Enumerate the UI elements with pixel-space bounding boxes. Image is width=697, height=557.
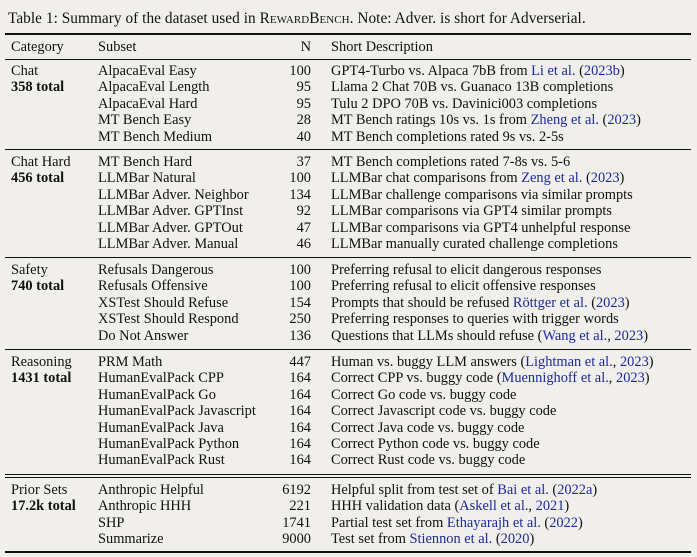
description-text: ( xyxy=(548,482,558,498)
group-rule xyxy=(5,149,691,150)
short-description xyxy=(331,278,596,295)
citation-link[interactable]: 2023 xyxy=(616,370,645,387)
citation-link[interactable]: Bai et al. xyxy=(497,482,549,498)
description-text: Preferring refusal to elicit dangerous responses xyxy=(331,262,602,278)
subset-name: LLMBar Natural xyxy=(98,170,196,187)
group-rule xyxy=(5,257,691,258)
short-description xyxy=(331,452,525,469)
description-text: LLMBar comparisons via GPT4 unhelpful response xyxy=(331,219,631,236)
description-text: ) xyxy=(592,482,598,498)
group-rule xyxy=(5,477,691,478)
short-description xyxy=(331,436,540,453)
description-text: Test set from xyxy=(331,531,410,548)
subset-count: 164 xyxy=(289,370,311,387)
subset-name: MT Bench Hard xyxy=(98,154,193,170)
subset-count: 447 xyxy=(289,354,311,370)
description-text: ) xyxy=(643,327,648,344)
description-text: Correct Go code vs. buggy code xyxy=(331,386,517,403)
description-text: Helpful split from test set of xyxy=(331,482,498,498)
description-text: Correct Python code vs. buggy code xyxy=(331,436,540,452)
short-description xyxy=(331,311,619,328)
citation-link[interactable]: 2023 xyxy=(607,112,637,129)
citation-link[interactable]: 2023b xyxy=(583,63,620,79)
subset-name: MT Bench Medium xyxy=(98,128,213,145)
subset-count: 100 xyxy=(289,278,311,295)
subset-name: AlpacaEval Hard xyxy=(98,95,198,112)
description-text: , xyxy=(612,354,620,370)
description-text: Tulu 2 DPO 70B vs. Davinici003 completions xyxy=(331,95,598,112)
header-category: Category xyxy=(11,39,64,55)
subset-count: 47 xyxy=(296,219,311,236)
description-text: LLMBar chat comparisons from xyxy=(331,170,522,187)
short-description xyxy=(331,370,650,387)
subset-count: 100 xyxy=(289,63,311,79)
description-text: Correct Rust code vs. buggy code xyxy=(331,452,526,469)
table-caption: Table 1: Summary of the dataset used in RewardBench. Note: Adver. is short for Adverserial. xyxy=(8,10,586,27)
citation-link[interactable]: Zheng et al. xyxy=(530,112,599,129)
citation-link[interactable]: Ethayarajh et al. xyxy=(446,514,541,531)
short-description xyxy=(331,220,630,237)
description-text: Preferring responses to queries with trigger words xyxy=(331,311,619,328)
citation-link[interactable]: 2023 xyxy=(590,170,620,187)
group-total: 17.2k total xyxy=(11,498,76,515)
description-text: ( xyxy=(540,514,550,531)
subset-name: Anthropic HHH xyxy=(98,498,192,515)
subset-count: 250 xyxy=(289,311,311,328)
short-description xyxy=(331,154,570,171)
group-total: 740 total xyxy=(11,278,65,295)
short-description xyxy=(331,112,641,129)
subset-count: 40 xyxy=(296,128,311,145)
description-text: MT Bench ratings 10s vs. 1s from xyxy=(331,112,531,129)
description-text: HHH validation data ( xyxy=(331,498,460,515)
subset-name: Refusals Dangerous xyxy=(98,262,214,278)
short-description xyxy=(331,420,524,437)
subset-name: XSTest Should Refuse xyxy=(98,294,229,311)
subset-count: 164 xyxy=(289,436,311,452)
citation-link[interactable]: Röttger et al. xyxy=(512,294,588,311)
description-text: Prompts that should be refused xyxy=(331,294,513,311)
short-description xyxy=(331,262,602,279)
citation-link[interactable]: 2021 xyxy=(535,498,565,515)
subset-count: 95 xyxy=(296,95,311,112)
description-text: ) xyxy=(619,63,625,79)
description-text: LLMBar challenge comparisons via similar prompts xyxy=(331,186,633,203)
subset-count: 92 xyxy=(296,203,311,220)
description-text: LLMBar comparisons via GPT4 similar prompts xyxy=(331,203,612,220)
short-description xyxy=(331,387,516,404)
subset-name: HumanEvalPack Rust xyxy=(98,452,225,469)
citation-link[interactable]: 2020 xyxy=(500,531,530,548)
short-description xyxy=(331,482,597,499)
subset-count: 100 xyxy=(289,170,311,187)
description-text: ) xyxy=(624,294,630,311)
citation-link[interactable]: 2023 xyxy=(595,294,625,311)
short-description xyxy=(331,498,569,515)
subset-name: Anthropic Helpful xyxy=(98,482,204,498)
description-text: Partial test set from xyxy=(331,514,447,531)
description-text: ( xyxy=(587,294,596,311)
citation-link[interactable]: Muennighoff et al. xyxy=(501,370,609,387)
header-subset: Subset xyxy=(98,39,137,55)
subset-count: 164 xyxy=(289,452,311,469)
subset-count: 164 xyxy=(289,386,311,403)
group-rule xyxy=(5,474,691,475)
header-rule xyxy=(5,59,691,60)
group-total: 1431 total xyxy=(11,370,72,387)
description-text: ) xyxy=(636,112,641,129)
group-category: Chat xyxy=(11,63,39,79)
description-text: MT Bench completions rated 7-8s vs. 5-6 xyxy=(331,154,571,170)
citation-link[interactable]: Zeng et al. xyxy=(521,170,583,187)
short-description xyxy=(331,63,625,80)
subset-name: HumanEvalPack Python xyxy=(98,436,240,452)
short-description xyxy=(331,328,648,345)
subset-name: HumanEvalPack CPP xyxy=(98,370,224,387)
short-description xyxy=(331,96,597,113)
description-text: ) xyxy=(529,531,535,548)
group-category: Reasoning xyxy=(11,354,72,370)
citation-link[interactable]: 2023 xyxy=(619,354,649,370)
short-description xyxy=(331,203,612,220)
subset-count: 1741 xyxy=(282,514,311,531)
description-text: ( xyxy=(598,112,608,129)
subset-count: 154 xyxy=(289,294,311,311)
subset-count: 95 xyxy=(296,79,311,96)
description-text: ) xyxy=(564,498,570,515)
short-description xyxy=(331,515,583,532)
header-n: N xyxy=(300,39,311,55)
subset-name: AlpacaEval Length xyxy=(98,79,210,96)
subset-count: 46 xyxy=(296,236,311,252)
short-description xyxy=(331,531,534,548)
subset-name: SHP xyxy=(98,514,125,531)
citation-link[interactable]: 2023 xyxy=(614,327,644,344)
subset-name: PRM Math xyxy=(98,354,163,370)
citation-link[interactable]: Stiennon et al. xyxy=(409,531,493,548)
group-rule xyxy=(5,551,691,553)
header-description: Short Description xyxy=(331,39,433,55)
description-text: , xyxy=(607,327,615,344)
group-category: Safety xyxy=(11,262,48,278)
description-text: Correct CPP vs. buggy code ( xyxy=(331,370,502,387)
group-total: 358 total xyxy=(11,79,65,96)
description-text: Questions that LLMs should refuse ( xyxy=(331,327,543,344)
subset-name: LLMBar Adver. Neighbor xyxy=(98,186,249,203)
short-description xyxy=(331,403,556,420)
subset-name: XSTest Should Respond xyxy=(98,311,239,328)
description-text: Llama 2 Chat 70B vs. Guanaco 13B completions xyxy=(331,79,614,96)
short-description xyxy=(331,79,613,96)
subset-name: LLMBar Adver. GPTOut xyxy=(98,219,243,236)
description-text: GPT4-Turbo vs. Alpaca 7bB from xyxy=(331,63,532,79)
top-rule xyxy=(5,33,691,35)
citation-link[interactable]: 2022 xyxy=(549,514,578,531)
subset-name: Refusals Offensive xyxy=(98,278,208,295)
subset-name: MT Bench Easy xyxy=(98,112,192,129)
group-rule xyxy=(5,349,691,350)
short-description xyxy=(331,170,624,187)
subset-name: Summarize xyxy=(98,531,164,548)
description-text: ) xyxy=(648,354,654,370)
subset-count: 37 xyxy=(296,154,311,170)
subset-name: HumanEvalPack Go xyxy=(98,386,216,403)
short-description xyxy=(331,295,630,312)
short-description xyxy=(331,354,654,371)
subset-count: 6192 xyxy=(282,482,311,498)
description-text: Preferring refusal to elicit offensive responses xyxy=(331,278,596,295)
subset-count: 221 xyxy=(289,498,311,515)
subset-count: 100 xyxy=(289,262,311,278)
citation-link[interactable]: Wang et al. xyxy=(542,327,608,344)
description-text: MT Bench completions rated 9s vs. 2-5s xyxy=(331,128,564,145)
subset-count: 164 xyxy=(289,403,311,420)
subset-name: HumanEvalPack Java xyxy=(98,419,224,436)
group-total: 456 total xyxy=(11,170,65,187)
subset-name: AlpacaEval Easy xyxy=(98,63,197,79)
group-category: Chat Hard xyxy=(11,154,71,170)
subset-count: 9000 xyxy=(282,531,311,548)
short-description xyxy=(331,236,618,253)
description-text: LLMBar manually curated challenge completions xyxy=(331,236,618,252)
citation-link[interactable]: 2022a xyxy=(557,482,593,498)
subset-name: LLMBar Adver. Manual xyxy=(98,236,239,252)
description-text: Correct Java code vs. buggy code xyxy=(331,419,525,436)
group-category: Prior Sets xyxy=(11,482,68,498)
subset-name: LLMBar Adver. GPTInst xyxy=(98,203,244,220)
short-description xyxy=(331,187,633,204)
description-text: ( xyxy=(492,531,501,548)
citation-link[interactable]: Lightman et al. xyxy=(525,354,613,370)
subset-count: 28 xyxy=(296,112,311,129)
subset-name: Do Not Answer xyxy=(98,327,189,344)
description-text: Human vs. buggy LLM answers ( xyxy=(331,354,526,370)
short-description xyxy=(331,129,564,146)
subset-count: 164 xyxy=(289,419,311,436)
description-text: Correct Javascript code vs. buggy code xyxy=(331,403,557,420)
description-text: ) xyxy=(644,370,650,387)
subset-count: 134 xyxy=(289,186,311,203)
description-text: ( xyxy=(582,170,591,187)
description-text: , xyxy=(528,498,536,515)
subset-count: 136 xyxy=(289,327,311,344)
description-text: , xyxy=(608,370,616,387)
description-text: ( xyxy=(575,63,584,79)
description-text: ) xyxy=(619,170,625,187)
description-text: ) xyxy=(577,514,583,531)
subset-name: HumanEvalPack Javascript xyxy=(98,403,256,420)
citation-link[interactable]: Li et al. xyxy=(531,63,576,79)
citation-link[interactable]: Askell et al. xyxy=(459,498,529,515)
